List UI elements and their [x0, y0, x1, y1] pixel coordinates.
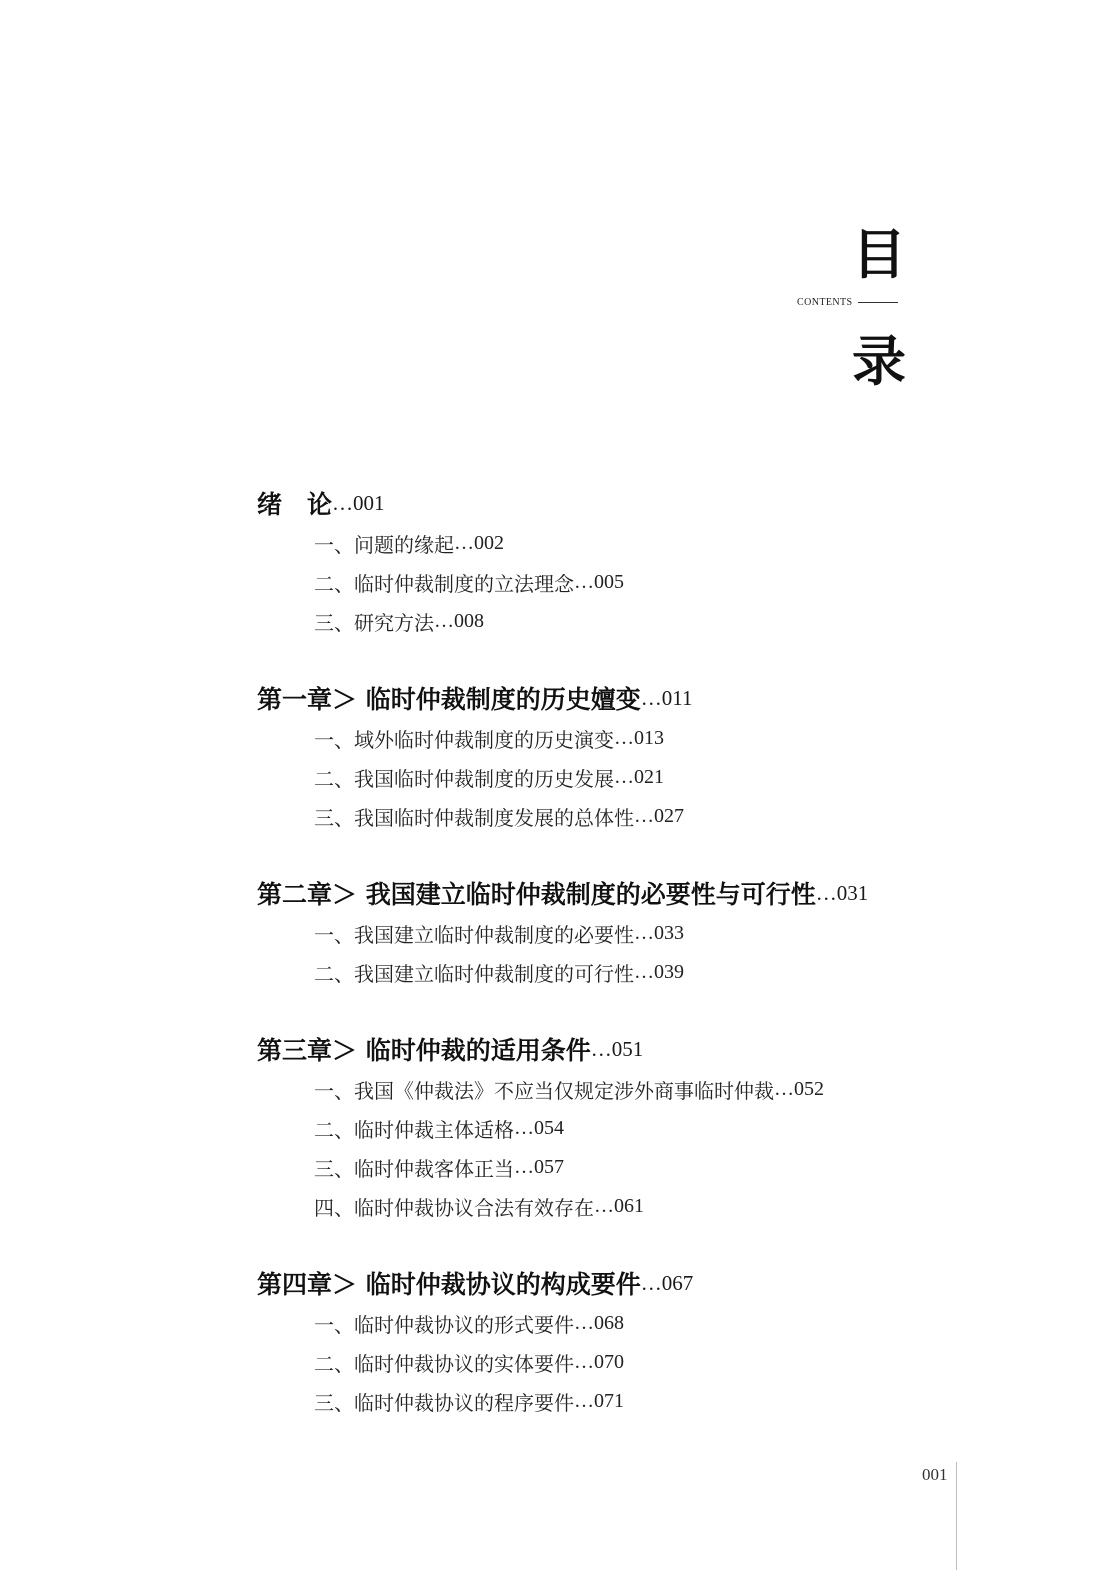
section-title: 一、临时仲裁协议的形式要件: [314, 1313, 574, 1337]
section-page-number: …039: [634, 961, 684, 983]
section-title: 一、我国建立临时仲裁制度的必要性: [314, 923, 634, 947]
chapter-entry[interactable]: [257, 482, 977, 524]
chapter-page-number: …067: [640, 1270, 694, 1295]
section-entry[interactable]: [314, 953, 977, 992]
section-entry[interactable]: [314, 1304, 977, 1343]
section-title: 一、我国《仲裁法》不应当仅规定涉外商事临时仲裁: [314, 1079, 774, 1103]
toc-chapter-1: [257, 677, 977, 836]
section-entry[interactable]: [314, 719, 977, 758]
section-entry[interactable]: [314, 797, 977, 836]
chapter-page-number: …001: [332, 490, 385, 515]
chapter-page-number: …011: [640, 685, 693, 710]
section-title: 二、临时仲裁协议的实体要件: [314, 1352, 574, 1376]
section-page-number: …008: [434, 610, 484, 632]
table-of-contents: [257, 482, 977, 1457]
section-entry[interactable]: [314, 1070, 977, 1109]
section-page-number: …021: [614, 766, 664, 788]
section-title: 一、域外临时仲裁制度的历史演变: [314, 728, 614, 752]
chapter-title: 第二章＞ 我国建立临时仲裁制度的必要性与可行性: [257, 880, 816, 909]
section-entry[interactable]: [314, 758, 977, 797]
section-entry[interactable]: [314, 1382, 977, 1421]
chapter-title: 第三章＞ 临时仲裁的适用条件: [257, 1036, 591, 1065]
section-title: 一、问题的缘起: [314, 533, 454, 557]
contents-rule: [858, 302, 898, 303]
section-page-number: …071: [574, 1390, 624, 1412]
contents-subtitle: CONTENTS: [797, 297, 853, 308]
section-entry[interactable]: [314, 1343, 977, 1382]
chapter-title: 第一章＞ 临时仲裁制度的历史嬗变: [257, 685, 641, 714]
section-title: 二、我国建立临时仲裁制度的可行性: [314, 962, 634, 986]
chapter-entry[interactable]: [257, 1028, 977, 1070]
section-title: 二、我国临时仲裁制度的历史发展: [314, 767, 614, 791]
section-title: 三、研究方法: [314, 611, 434, 635]
toc-chapter-2: [257, 872, 977, 992]
section-title: 二、临时仲裁制度的立法理念: [314, 572, 574, 596]
section-entry[interactable]: [314, 1148, 977, 1187]
section-page-number: …054: [514, 1117, 564, 1139]
chapter-entry[interactable]: [257, 677, 977, 719]
section-entry[interactable]: [314, 1109, 977, 1148]
section-page-number: …013: [614, 727, 664, 749]
heading-character-lu: 录: [852, 330, 906, 393]
heading-character-mu: 目: [852, 223, 906, 286]
section-page-number: …068: [574, 1312, 624, 1334]
section-entry[interactable]: [314, 524, 977, 563]
section-page-number: …027: [634, 805, 684, 827]
section-page-number: …052: [774, 1078, 824, 1100]
section-title: 二、临时仲裁主体适格: [314, 1118, 514, 1142]
chapter-entry[interactable]: [257, 872, 977, 914]
section-entry[interactable]: [314, 602, 977, 641]
section-title: 四、临时仲裁协议合法有效存在: [314, 1196, 594, 1220]
chapter-title: 绪 论: [257, 490, 333, 519]
toc-chapter-3: [257, 1028, 977, 1226]
section-title: 三、临时仲裁协议的程序要件: [314, 1391, 574, 1415]
section-entry[interactable]: [314, 914, 977, 953]
margin-rule: [956, 1462, 957, 1570]
page-number: 001: [922, 1465, 948, 1484]
chapter-page-number: …051: [590, 1036, 644, 1061]
section-page-number: …057: [514, 1156, 564, 1178]
section-page-number: …070: [574, 1351, 624, 1373]
chapter-title: 第四章＞ 临时仲裁协议的构成要件: [257, 1270, 641, 1299]
toc-chapter-intro: [257, 482, 977, 641]
section-page-number: …005: [574, 571, 624, 593]
chapter-entry[interactable]: [257, 1262, 977, 1304]
section-page-number: …033: [634, 922, 684, 944]
section-entry[interactable]: [314, 563, 977, 602]
contents-label: [797, 297, 898, 308]
section-page-number: …002: [454, 532, 504, 554]
toc-chapter-4: [257, 1262, 977, 1421]
section-title: 三、我国临时仲裁制度发展的总体性: [314, 806, 634, 830]
section-title: 三、临时仲裁客体正当: [314, 1157, 514, 1181]
section-entry[interactable]: [314, 1187, 977, 1226]
section-page-number: …061: [594, 1195, 644, 1217]
chapter-page-number: …031: [815, 880, 869, 905]
